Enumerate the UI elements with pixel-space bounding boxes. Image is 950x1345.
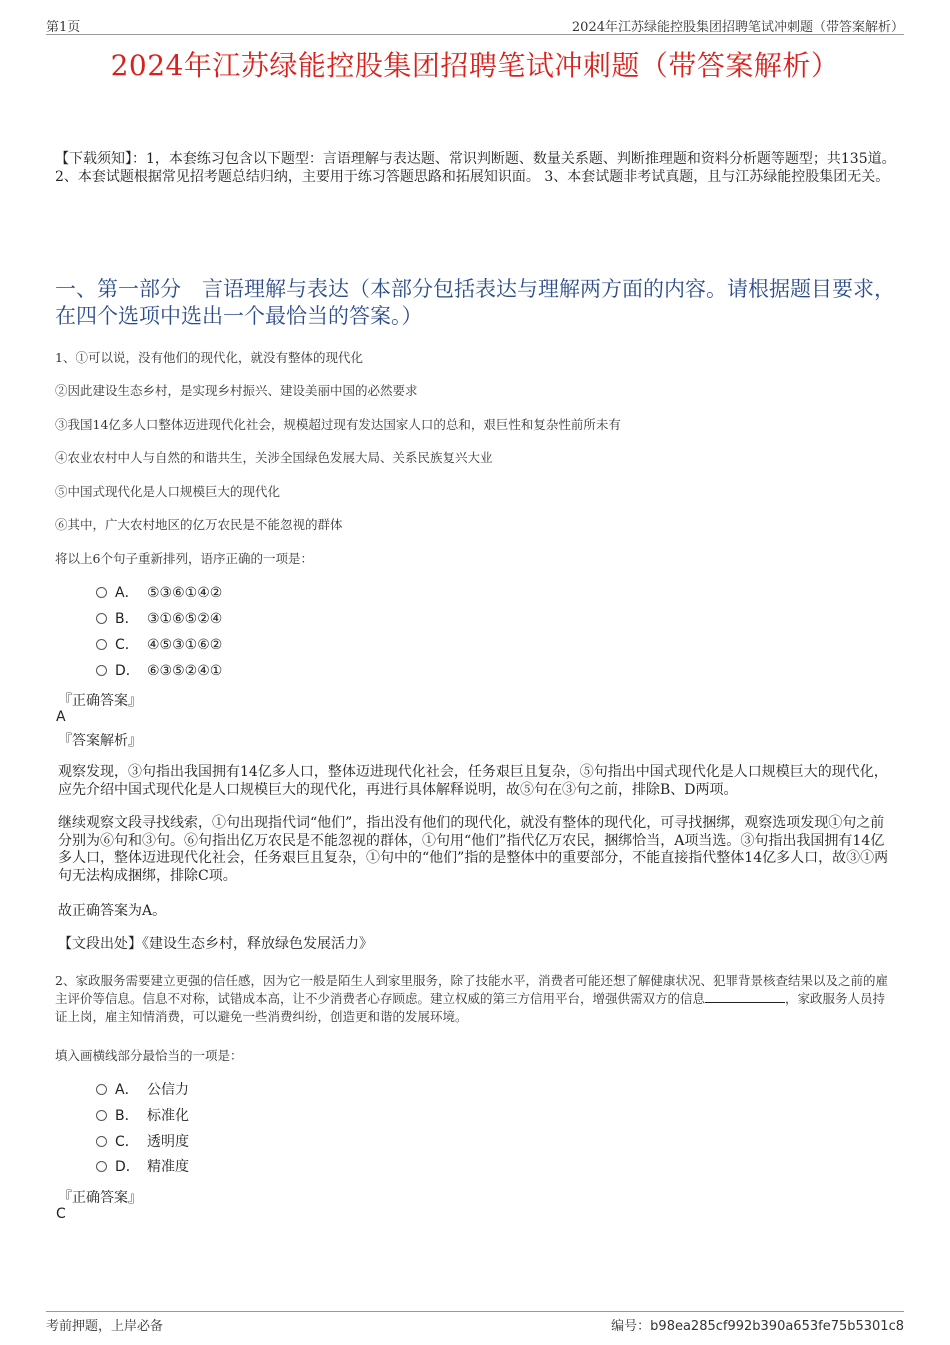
q1-sentence-4: ④农业农村中人与自然的和谐共生，关涉全国绿色发展大局、关系民族复兴大业 xyxy=(55,450,493,465)
q1-option-a[interactable]: A． ⑤③⑥①④② xyxy=(96,583,222,603)
q1-option-c[interactable]: C． ④⑤③①⑥② xyxy=(96,635,222,655)
q1-option-b[interactable]: B． ③①⑥⑤②④ xyxy=(96,609,222,629)
q2-option-c[interactable]: C． 透明度 xyxy=(96,1132,189,1152)
radio-icon[interactable] xyxy=(96,1084,107,1095)
radio-icon[interactable] xyxy=(96,587,107,598)
q2-prompt: 填入画横线部分最恰当的一项是： xyxy=(55,1048,243,1063)
q1-sentence-2: ②因此建设生态乡村，是实现乡村振兴、建设美丽中国的必然要求 xyxy=(55,383,418,398)
q1-prompt: 将以上6个句子重新排列，语序正确的一项是： xyxy=(55,551,313,566)
footer-slogan: 考前押题，上岸必备 xyxy=(46,1319,164,1334)
q2-option-b[interactable]: B． 标准化 xyxy=(96,1106,189,1126)
q1-source: 【文段出处】《建设生态乡村，释放绿色发展活力》 xyxy=(58,936,373,952)
radio-icon[interactable] xyxy=(96,1136,107,1147)
q1-sentence-3: ③我国14亿多人口整体迈进现代化社会，规模超过现有发达国家人口的总和，艰巨性和复杂性前所未有 xyxy=(55,417,621,432)
radio-icon[interactable] xyxy=(96,1110,107,1121)
fill-blank xyxy=(705,991,785,1003)
q1-answer: A xyxy=(56,709,66,725)
radio-icon[interactable] xyxy=(96,613,107,624)
q1-analysis-conclusion: 故正确答案为A。 xyxy=(58,903,167,919)
q1-sentence-6: ⑥其中，广大农村地区的亿万农民是不能忽视的群体 xyxy=(55,517,343,532)
radio-icon[interactable] xyxy=(96,1161,107,1172)
page-number: 第1页 xyxy=(46,20,81,35)
q1-analysis-label: 『答案解析』 xyxy=(58,733,142,749)
page-footer xyxy=(46,1311,904,1336)
q1-sentence-5: ⑤中国式现代化是人口规模巨大的现代化 xyxy=(55,484,281,499)
radio-icon[interactable] xyxy=(96,665,107,676)
q1-sentence-1: 1、①可以说，没有他们的现代化，就没有整体的现代化 xyxy=(55,350,363,365)
q2-option-d[interactable]: D． 精准度 xyxy=(96,1157,189,1177)
q2-option-a[interactable]: A． 公信力 xyxy=(96,1080,189,1100)
header-doc-title: 2024年江苏绿能控股集团招聘笔试冲刺题（带答案解析） xyxy=(571,20,904,35)
q1-option-d[interactable]: D． ⑥③⑤②④① xyxy=(96,661,222,681)
q1-analysis-paragraph-2: 继续观察文段寻找线索，①句出现指代词“他们”，指出没有他们的现代化，就没有整体的现代化，可寻找捆绑，观察选项发现①句之前分别为⑥句和③句。⑥句指出亿万农民是不能忽视的群体，①句用“他们”指代亿万农民，捆绑恰当，A项当选。③句指出我国拥有14亿多人口，整体迈进现代化社会，任务艰巨且复杂，①句中的“他们”指的是整体中的重要部分，不能直接指代整体14亿多人口，故③①两句无法构成捆绑，排除C项。 xyxy=(58,815,889,884)
page-header xyxy=(46,14,904,35)
footer-code: 编号：b98ea285cf992b390a653fe75b5301c8 xyxy=(611,1319,904,1334)
q1-answer-label: 『正确答案』 xyxy=(58,693,142,709)
q1-analysis-paragraph-1: 观察发现，③句指出我国拥有14亿多人口，整体迈进现代化社会，任务艰巨且复杂，⑤句指出中国式现代化是人口规模巨大的现代化，应先介绍中国式现代化是人口规模巨大的现代化，再进行具体解释说明，故⑤句在③句之前，排除B、D两项。 xyxy=(58,764,888,798)
radio-icon[interactable] xyxy=(96,639,107,650)
download-notice: 【下载须知】：1，本套练习包含以下题型：言语理解与表达题、常识判断题、数量关系题、判断推理题和资料分析题等题型；共135道。 2、本套试题根据常见招考题总结归纳，主要用于练习答题思路和拓展知识面。 3、本套试题非考试真题，且与江苏绿能控股集团无关。 xyxy=(55,151,896,185)
q2-answer-label: 『正确答案』 xyxy=(58,1190,142,1206)
q2-answer: C xyxy=(56,1206,66,1222)
document-title: 2024年江苏绿能控股集团招聘笔试冲刺题（带答案解析） xyxy=(110,49,840,82)
q2-stem: 2、家政服务需要建立更强的信任感，因为它一般是陌生人到家里服务，除了技能水平，消费者可能还想了解健康状况、犯罪背景核查结果以及之前的雇主评价等信息。信息不对称，试错成本高，让不少消费者心存顾虑。建立权威的第三方信用平台，增强供需双方的信息 ，家政服务人员持证上岗，雇主知情消费，可以避免一些消费纠纷，创造更和谐的发展环境。 xyxy=(55,973,888,1024)
section-heading: 一、第一部分 言语理解与表达（本部分包括表达与理解两方面的内容。请根据题目要求，在四个选项中选出一个最恰当的答案。） xyxy=(55,277,895,328)
